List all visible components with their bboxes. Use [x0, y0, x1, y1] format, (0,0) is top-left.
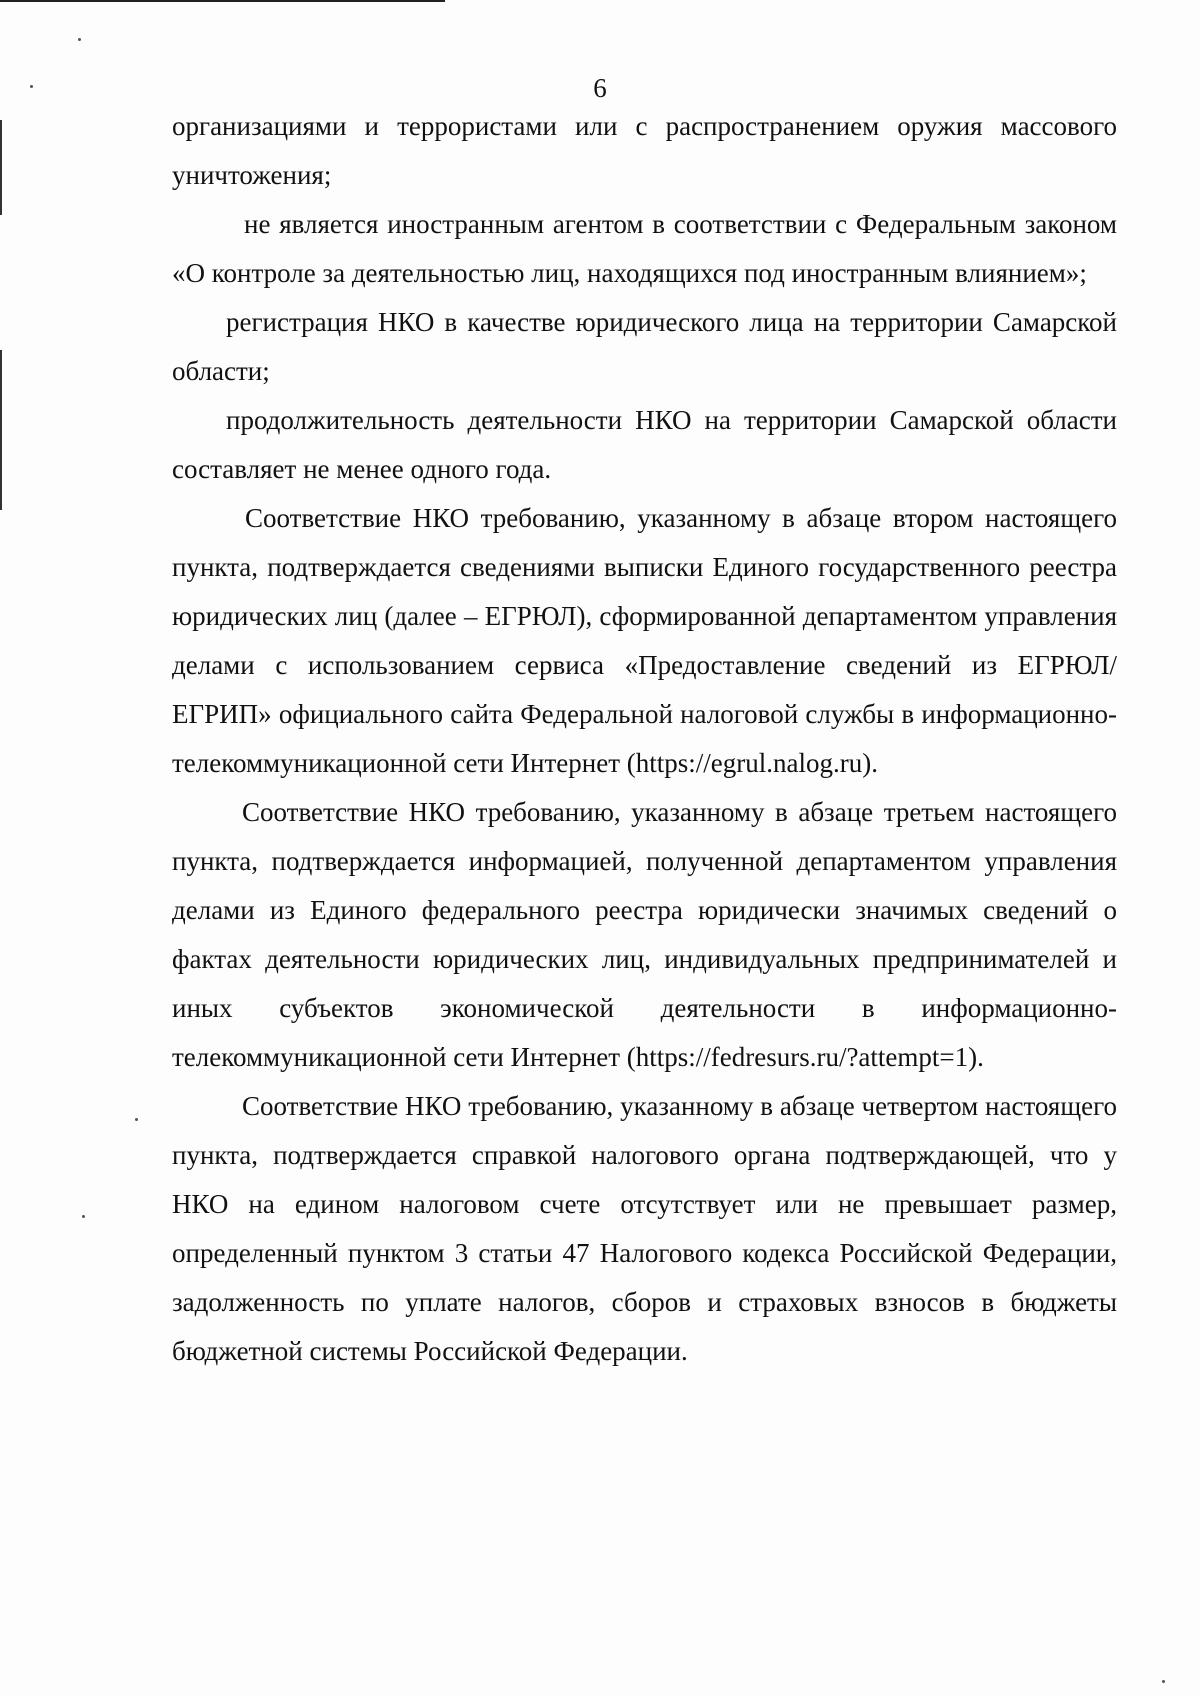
scan-speck — [82, 1215, 85, 1218]
paragraph: Соответствие НКО требованию, указанному в абзаце четвертом настоящего пункта, подтверждается справкой налогового органа подтверждающей, что у НКО на едином налоговом счете отсутствует или не превышает размер, определенный пунктом 3 статьи 47 Налогового кодекса Российской Федерации, задолженность по уплате налогов, сборов и страховых взносов в бюджеты бюджетной системы Российской Федерации. — [172, 1091, 1117, 1366]
scan-speck — [135, 1118, 138, 1121]
paragraph: продолжительность деятельности НКО на территории Самарской области составляет не менее одного года. — [172, 405, 1117, 484]
paragraph: регистрация НКО в качестве юридического лица на территории Самарской области; — [172, 307, 1117, 386]
scan-artifact-top-line — [0, 0, 445, 2]
paragraph: Соответствие НКО требованию, указанному в абзаце втором настоящего пункта, подтверждается сведениями выписки Единого государственного реестра юридических лиц (далее – ЕГРЮЛ), сформированной департаментом управления делами с использованием сервиса «Предоставление сведений из ЕГРЮЛ/ЕГРИП» официального сайта Федеральной налоговой службы в информационно-телекоммуникационной сети Интернет (https://egrul.nalog.ru). — [172, 503, 1117, 778]
page-number: 6 — [593, 73, 607, 103]
paragraph: Соответствие НКО требованию, указанному в абзаце третьем настоящего пункта, подтверждается информацией, полученной департаментом управления делами из Единого федерального реестра юридически значимых сведений о фактах деятельности юридических лиц, индивидуальных предпринимателей и иных субъектов экономической деятельности в информационно-телекоммуникационной сети Интернет (https://fedresurs.ru/?attempt=1). — [172, 797, 1117, 1072]
paragraph: организациями и террористами или с распространением оружия массового уничтожения; — [172, 111, 1117, 190]
scan-speck — [1162, 1680, 1165, 1683]
scan-artifact-left-edge — [0, 350, 2, 510]
paragraph: не является иностранным агентом в соответствии с Федеральным законом «О контроле за деятельностью лиц, находящихся под иностранным влиянием»; — [172, 209, 1117, 288]
body-text — [172, 102, 1117, 1376]
scan-speck — [78, 38, 81, 41]
scan-artifact-left-edge — [0, 120, 2, 215]
